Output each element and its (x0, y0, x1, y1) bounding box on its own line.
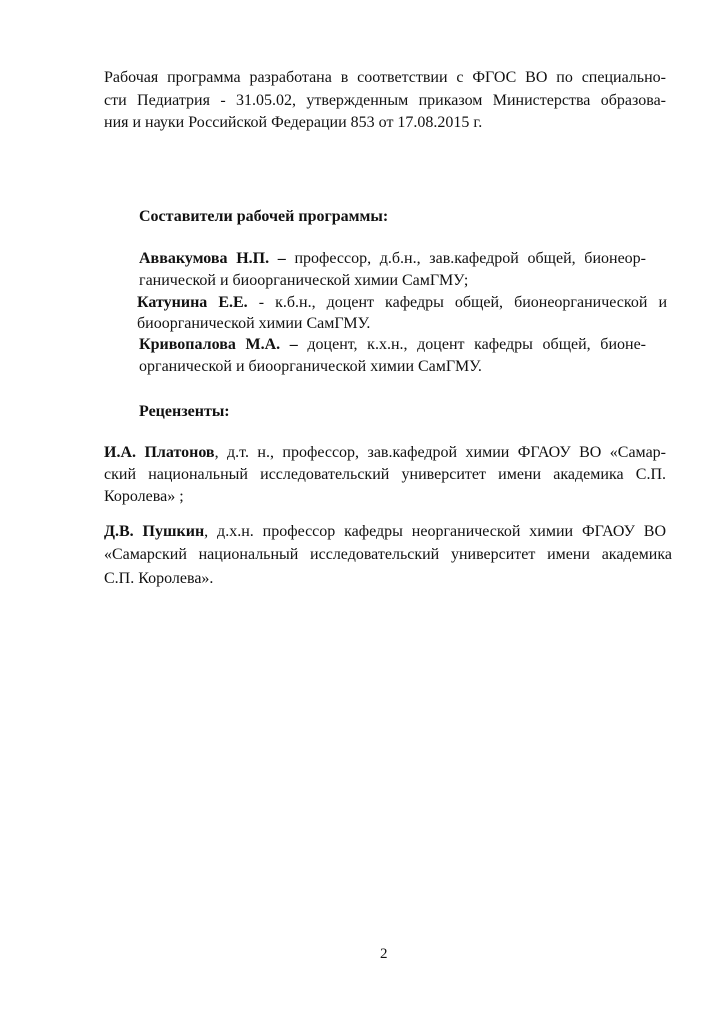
page-number: 2 (380, 946, 388, 962)
author-name: Кривопалова М.А. – (139, 336, 298, 353)
reviewer-name: Д.В. Пушкин (104, 523, 205, 540)
intro-line-1: Рабочая программа разработана в соответствии с ФГОС ВО по специально- (104, 69, 666, 86)
author-description: профессор, д.б.н., зав.кафедрой общей, бионеор- (285, 250, 646, 267)
author-entry-line-2: ганической и биоорганической химии СамГМУ; (139, 272, 469, 289)
intro-line-3: ния и науки Российской Федерации 853 от 17.08.2015 г. (104, 114, 483, 131)
author-entry-line-2: органической и биоорганической химии СамГМУ. (139, 358, 482, 375)
reviewer-entry-line-3: Королева» ; (104, 488, 184, 505)
author-entry-line-1 (139, 248, 646, 270)
reviewer-entry-line-1 (104, 521, 666, 543)
intro-line-2: сти Педиатрия - 31.05.02, утвержденным приказом Министерства образова- (104, 92, 666, 109)
author-entry-line-1 (137, 292, 667, 314)
reviewer-name: И.А. Платонов (104, 444, 215, 461)
author-name: Аввакумова Н.П. – (139, 250, 286, 267)
reviewer-entry-line-3: С.П. Королева». (104, 570, 214, 587)
author-name: Катунина Е.Е. (137, 294, 248, 311)
author-description: доцент, к.х.н., доцент кафедры общей, бионе- (297, 336, 646, 353)
reviewers-heading: Рецензенты: (139, 403, 230, 420)
author-entry-line-1 (139, 334, 646, 356)
author-entry-line-2: биоорганической химии СамГМУ. (137, 315, 371, 332)
authors-heading: Составители рабочей программы: (139, 208, 389, 225)
reviewer-entry-line-2: ский национальный исследовательский университет имени академика С.П. (104, 466, 666, 483)
reviewer-entry-line-1 (104, 442, 666, 464)
reviewer-entry-line-2: «Самарский национальный исследовательский университет имени академика (104, 546, 672, 563)
author-description: - к.б.н., доцент кафедры общей, бионеорганической и (247, 294, 668, 311)
reviewer-description: , д.х.н. профессор кафедры неорганической химии ФГАОУ ВО (204, 523, 666, 540)
reviewer-description: , д.т. н., профессор, зав.кафедрой химии ФГАОУ ВО «Самар- (214, 444, 667, 461)
